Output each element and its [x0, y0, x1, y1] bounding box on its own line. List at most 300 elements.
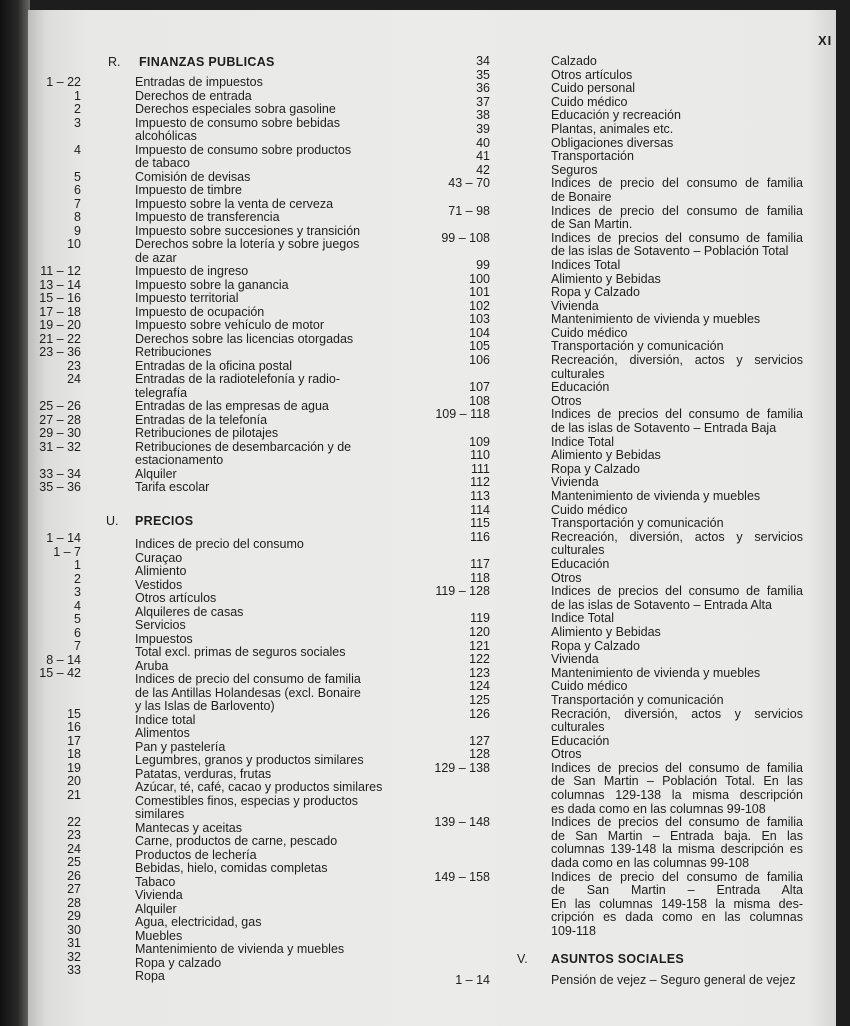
index-entry-continuation	[420, 368, 820, 382]
entry-description: Pensión de vejez – Seguro general de vejez	[551, 973, 796, 987]
document-page	[28, 10, 836, 1026]
entry-description: de las islas de Sotavento – Entrada Alta	[551, 597, 772, 612]
index-entry	[420, 531, 820, 545]
index-entry	[28, 400, 408, 414]
column-number: 37	[476, 94, 490, 109]
index-entry	[420, 381, 820, 395]
index-entry	[28, 612, 418, 632]
index-entry	[420, 137, 820, 151]
column-number: 119 – 128	[435, 584, 490, 599]
column-number: 4	[74, 142, 81, 157]
column-number: 41	[476, 149, 490, 164]
entry-description: Ropa	[135, 969, 165, 983]
entry-description: Bebidas, hielo, comidas completas	[135, 861, 328, 875]
index-entry	[420, 123, 820, 137]
entry-description: Indices Total	[551, 257, 621, 272]
entry-description: columnas 129-138 la misma descripción	[551, 788, 803, 803]
column-number: 100	[469, 271, 490, 286]
column-number: 39	[476, 121, 490, 136]
index-entry	[420, 585, 820, 599]
column-number: 106	[469, 353, 490, 368]
column-number: 16	[67, 720, 81, 734]
index-entry	[420, 816, 820, 830]
entry-description: Educación y recreación	[551, 108, 681, 123]
index-entry	[28, 265, 408, 279]
entry-description: Comisión de devisas	[135, 169, 251, 184]
entry-description: Indices de precios del consumo de familia	[551, 815, 803, 830]
entry-description: culturales	[551, 543, 605, 558]
column-number: 24	[67, 841, 81, 856]
index-entry	[420, 667, 820, 681]
entry-description: Azúcar, té, café, cacao y productos similares	[135, 780, 383, 794]
entry-description: alcohólicas	[135, 129, 197, 143]
index-entry	[28, 531, 418, 551]
index-entry	[420, 300, 820, 314]
column-number: 23 – 36	[39, 345, 81, 359]
book-binding-shadow	[0, 0, 30, 1026]
column-number: 17 – 18	[39, 304, 81, 319]
entry-description: Impuesto de consumo sobre productos	[135, 142, 352, 157]
index-entry	[420, 232, 820, 246]
entry-description: Impuesto sobre la venta de cerveza	[135, 196, 334, 211]
section-u-title: PRECIOS	[135, 514, 194, 528]
index-entry	[28, 319, 408, 333]
index-entry-continuation	[420, 721, 820, 735]
entry-description: Impuesto sobre vehículo de motor	[135, 318, 324, 332]
column-number: 99 – 108	[441, 230, 490, 245]
entry-description: Indices de precio del consumo de familia	[551, 869, 803, 884]
entry-description: Impuesto territorial	[135, 291, 239, 305]
index-entry	[420, 150, 820, 164]
column-number: 124	[469, 679, 490, 694]
column-number: 34	[476, 54, 490, 68]
entry-description: Aruba	[135, 658, 169, 673]
index-entry	[28, 774, 418, 794]
entry-description: Total excl. primas de seguros sociales	[135, 645, 346, 659]
entry-description: Alimiento y Bebidas	[551, 271, 661, 286]
entry-description: Impuesto sobre la ganancia	[135, 277, 289, 292]
page-number: XI	[818, 33, 833, 48]
column-number: 1 – 14	[46, 531, 81, 545]
entry-description: Cuido personal	[551, 81, 636, 96]
section-v-letter: V.	[517, 952, 528, 966]
column-number: 3	[74, 115, 81, 130]
index-entry-continuation	[420, 599, 820, 613]
index-entry	[420, 177, 820, 191]
column-number: 35 – 36	[39, 480, 81, 494]
index-entry-continuation	[420, 857, 820, 871]
index-entry-continuation	[420, 191, 820, 205]
column-number: 128	[469, 747, 490, 762]
index-entry	[420, 69, 820, 83]
column-number: 15	[67, 706, 81, 721]
index-entry	[420, 680, 820, 694]
entry-description: Cuido médico	[551, 325, 628, 340]
index-entry	[28, 720, 418, 740]
entry-description: Servicios	[135, 618, 186, 632]
entry-description: Impuesto de consumo sobre bebidas	[135, 115, 340, 130]
column-number: 29	[67, 909, 81, 923]
entry-description: Entradas de la telefonía	[135, 412, 268, 427]
column-number: 26	[67, 868, 81, 883]
column-number: 102	[469, 298, 490, 313]
column-number: 115	[470, 516, 490, 531]
entry-description: Legumbres, granos y productos similares	[135, 753, 364, 767]
column-number: 1 – 7	[53, 544, 81, 559]
index-entry	[28, 373, 408, 387]
entry-description: Transportación y comunicación	[551, 692, 724, 707]
entry-description: Otros	[551, 747, 582, 762]
entry-description: Alimiento	[135, 564, 187, 578]
index-entry	[28, 346, 408, 360]
index-entry	[420, 273, 820, 287]
column-number: 118	[470, 570, 490, 585]
column-number: 103	[469, 312, 490, 327]
index-entry	[420, 612, 820, 626]
column-number: 3	[74, 585, 81, 599]
column-number: 15 – 16	[39, 291, 81, 305]
column-number: 1 – 22	[46, 75, 81, 89]
entry-description: Indices de precio del consumo	[135, 537, 304, 551]
entry-description: Curaçao	[135, 550, 183, 565]
entry-description: de las islas de Sotavento – Población Total	[551, 244, 789, 259]
entry-description: Alimiento y Bebidas	[551, 448, 661, 463]
column-number: 129 – 138	[434, 760, 490, 775]
column-number: 113	[470, 489, 490, 503]
index-entry-continuation	[420, 925, 820, 939]
entry-description: Alimentos	[135, 726, 190, 740]
entry-description: Mantenimiento de vivienda y muebles	[551, 665, 761, 680]
index-entry-continuation	[420, 422, 820, 436]
entry-description: Otros artículos	[551, 67, 633, 82]
entry-description: Vivienda	[551, 298, 599, 313]
index-entry-continuation	[420, 843, 820, 857]
column-number: 71 – 98	[448, 203, 490, 218]
index-entry-continuation	[28, 252, 408, 266]
index-entry	[28, 441, 408, 455]
index-entry	[28, 481, 408, 495]
index-entry	[420, 327, 820, 341]
column-number: 117	[470, 556, 490, 571]
column-number: 6	[74, 625, 81, 640]
column-number: 99	[476, 257, 490, 272]
column-number: 7	[74, 196, 81, 211]
index-entry-continuation	[420, 789, 820, 803]
column-number: 19 – 20	[39, 318, 81, 332]
index-entry	[420, 164, 820, 178]
index-entry	[28, 333, 408, 347]
column-number: 108	[469, 393, 490, 408]
index-entry	[28, 292, 408, 306]
entry-description: Entradas de la oficina postal	[135, 358, 293, 373]
index-entry-continuation	[420, 775, 820, 789]
index-entry-continuation	[420, 830, 820, 844]
entry-description: Muebles	[135, 928, 183, 943]
entry-description: Entradas de la radiotelefonía y radio-	[135, 372, 340, 386]
column-number: 109 – 118	[435, 407, 490, 422]
entry-description: de tabaco	[135, 156, 190, 170]
index-entry	[420, 871, 820, 885]
index-entry	[420, 96, 820, 110]
entry-description: de San Martin.	[551, 217, 633, 232]
entry-description: Calzado	[551, 54, 597, 68]
column-number: 21 – 22	[39, 331, 81, 346]
index-entry-continuation	[28, 681, 418, 700]
entry-description: Vivienda	[551, 475, 599, 490]
column-number: 11 – 12	[40, 264, 81, 278]
entry-description: de San Martin – Entrada baja. En las	[551, 828, 803, 843]
entry-description: En las columnas 149-158 la misma des-	[551, 896, 803, 911]
index-entry	[420, 653, 820, 667]
entry-description: Cuido médico	[551, 94, 628, 109]
entry-description: Impuestos	[135, 631, 193, 646]
section-v-list	[420, 974, 820, 988]
entry-description: Plantas, animales etc.	[551, 121, 674, 136]
column-number: 139 – 148	[434, 815, 490, 830]
index-entry	[420, 974, 820, 988]
column-number: 107	[469, 380, 490, 395]
index-entry	[420, 640, 820, 654]
entry-description: Mantecas y aceitas	[135, 820, 242, 835]
entry-description: Comestibles finos, especias y productos	[135, 793, 359, 808]
entry-description: Indices de precios del consumo de familia	[551, 760, 803, 775]
index-entry	[28, 585, 418, 605]
index-entry	[420, 109, 820, 123]
entry-description: de las islas de Sotavento – Entrada Baja	[551, 421, 777, 436]
entry-description: Retribuciones de pilotajes	[135, 426, 279, 440]
section-u-letter: U.	[106, 514, 119, 528]
column-number: 112	[470, 475, 490, 490]
column-number: 116	[470, 529, 490, 544]
entry-description: de azar	[135, 250, 177, 265]
index-entry	[28, 103, 408, 117]
entry-description: Carne, productos de carne, pescado	[135, 834, 338, 848]
index-entry-continuation	[28, 802, 418, 821]
entry-description: Mantenimiento de vivienda y muebles	[551, 312, 761, 327]
entry-description: Indices de precios del consumo de familia	[551, 584, 803, 599]
column-number: 5	[74, 169, 81, 184]
index-entry	[420, 259, 820, 273]
entry-description: Seguros	[551, 162, 598, 177]
index-entry	[420, 55, 820, 69]
column-number: 22	[67, 814, 81, 829]
column-number: 127	[469, 733, 490, 748]
section-r-title: FINANZAS PUBLICAS	[139, 55, 275, 69]
entry-description: Indices de precio del consumo de familia	[551, 176, 803, 191]
column-number: 126	[469, 706, 490, 721]
column-number: 1 – 14	[455, 973, 490, 987]
column-number: 17	[67, 733, 81, 748]
index-entry	[28, 468, 408, 482]
entry-description: Agua, electricidad, gas	[135, 915, 262, 929]
entry-description: Impuesto sobre succesiones y transición	[135, 223, 361, 238]
entry-description: de San Martin – Población Total. En las	[551, 774, 803, 789]
column-number: 42	[476, 162, 490, 177]
section-u-continued-list	[420, 55, 820, 939]
index-entry-continuation	[420, 884, 820, 898]
column-number: 23	[67, 828, 81, 842]
column-number: 8	[74, 210, 81, 224]
column-number: 20	[67, 774, 81, 788]
entry-description: Transportación y comunicación	[551, 516, 724, 531]
index-entry	[420, 762, 820, 776]
entry-description: Impuesto de ocupación	[135, 304, 265, 319]
column-number: 25	[67, 855, 81, 869]
column-number: 121	[469, 638, 490, 653]
index-entry	[28, 639, 418, 659]
column-number: 18	[67, 747, 81, 761]
entry-description: Indice Total	[551, 611, 615, 626]
entry-description: Alimiento y Bebidas	[551, 624, 661, 639]
column-number: 105	[469, 339, 490, 354]
column-number: 36	[476, 81, 490, 96]
index-entry	[420, 708, 820, 722]
index-entry	[28, 828, 418, 848]
index-entry	[420, 313, 820, 327]
entry-description: Mantenimiento de vivienda y muebles	[135, 942, 345, 956]
index-entry	[28, 225, 408, 239]
column-number: 35	[476, 67, 490, 82]
index-entry	[420, 476, 820, 490]
column-number: 7	[74, 639, 81, 653]
entry-description: Productos de lechería	[135, 847, 257, 862]
column-number: 31	[67, 936, 81, 950]
entry-description: de las Antillas Holandesas (excl. Bonaire	[135, 685, 361, 700]
column-number: 24	[67, 372, 81, 386]
index-entry	[28, 558, 418, 578]
index-entry	[420, 626, 820, 640]
index-entry	[28, 909, 418, 929]
entry-description: dada como en las columnas 99-108	[551, 856, 750, 871]
column-number: 27 – 28	[39, 412, 81, 427]
entry-description: Alquiler	[135, 466, 177, 481]
column-number: 2	[74, 102, 81, 116]
entry-description: Alquileres de casas	[135, 604, 244, 619]
index-entry-continuation	[420, 803, 820, 817]
entry-description: Derechos de entrada	[135, 88, 252, 103]
entry-description: Educación	[551, 380, 610, 395]
index-entry-continuation	[420, 245, 820, 259]
index-entry	[28, 211, 408, 225]
entry-description: Impuesto de transferencia	[135, 210, 280, 224]
column-number: 33 – 34	[39, 466, 81, 481]
entry-description: Vestidos	[135, 577, 183, 592]
entry-description: Impuesto de timbre	[135, 183, 242, 197]
column-number: 123	[469, 665, 490, 680]
column-number: 40	[476, 135, 490, 150]
section-r-list	[28, 76, 408, 495]
entry-description: Ropa y calzado	[135, 955, 222, 970]
entry-description: Indices de precio del consumo de familia	[551, 203, 803, 218]
index-entry-continuation	[28, 694, 418, 713]
index-entry	[420, 286, 820, 300]
column-number: 6	[74, 183, 81, 197]
index-entry	[420, 408, 820, 422]
column-number: 13 – 14	[39, 277, 81, 292]
entry-description: Ropa y Calzado	[551, 285, 640, 300]
index-entry	[420, 517, 820, 531]
column-number: 120	[469, 624, 490, 639]
index-entry	[28, 90, 408, 104]
index-entry	[28, 747, 418, 767]
index-entry	[28, 279, 408, 293]
column-number: 30	[67, 922, 81, 937]
entry-description: Retribuciones de desembarcación y de	[135, 439, 352, 454]
index-entry	[28, 144, 408, 158]
entry-description: Derechos sobre la lotería y sobre juegos	[135, 237, 360, 251]
entry-description: columnas 139-148 la misma descripción es	[551, 842, 803, 857]
entry-description: Pan y pastelería	[135, 739, 226, 754]
entry-description: Mantenimiento de vivienda y muebles	[551, 489, 761, 503]
index-entry	[420, 490, 820, 504]
entry-description: Indice Total	[551, 434, 615, 449]
entry-description: Derechos sobre las licencias otorgadas	[135, 331, 354, 346]
entry-description: telegrafía	[135, 385, 188, 400]
column-number: 33	[67, 963, 81, 977]
index-entry-continuation	[420, 911, 820, 925]
index-entry	[420, 436, 820, 450]
index-entry	[28, 306, 408, 320]
entry-description: Cuido médico	[551, 502, 628, 517]
index-entry	[420, 694, 820, 708]
entry-description: Indices de precios del consumo de familia	[551, 230, 803, 245]
entry-description: Derechos especiales sobra gasoline	[135, 102, 336, 116]
column-number: 23	[67, 358, 81, 373]
section-v-title: ASUNTOS SOCIALES	[551, 952, 685, 966]
entry-description: Recreación, diversión, actos y servicios	[551, 353, 803, 368]
index-entry	[420, 735, 820, 749]
entry-description: Cuido médico	[551, 679, 628, 694]
index-entry	[420, 558, 820, 572]
column-number: 104	[469, 325, 490, 340]
entry-description: Ropa y Calzado	[551, 461, 640, 476]
index-entry	[28, 963, 418, 983]
entry-description: Impuesto de ingreso	[135, 264, 249, 278]
entry-description: Entradas de las empresas de agua	[135, 399, 329, 413]
entry-description: Retribuciones	[135, 345, 212, 359]
section-u-list	[28, 531, 418, 983]
entry-description: Patatas, verduras, frutas	[135, 766, 272, 781]
index-entry-continuation	[28, 130, 408, 144]
entry-description: Otros	[551, 393, 582, 408]
entry-description: y las Islas de Barlovento)	[135, 699, 275, 713]
index-entry	[28, 427, 408, 441]
index-entry	[420, 395, 820, 409]
column-number: 25 – 26	[39, 399, 81, 413]
entry-description: 109-118	[551, 924, 596, 938]
index-entry	[28, 171, 408, 185]
column-number: 38	[476, 108, 490, 123]
index-entry	[28, 198, 408, 212]
entry-description: Tarifa escolar	[135, 480, 210, 494]
entry-description: Recreación, diversión, actos y servicios	[551, 529, 803, 544]
column-number: 125	[469, 692, 490, 707]
index-entry	[420, 463, 820, 477]
column-number: 149 – 158	[434, 869, 490, 884]
entry-description: Otros artículos	[135, 591, 217, 605]
entry-description: Alquiler	[135, 901, 177, 916]
index-entry-continuation	[420, 898, 820, 912]
column-number: 19	[67, 760, 81, 775]
column-number: 32	[67, 949, 81, 964]
index-entry	[28, 184, 408, 198]
index-entry	[28, 666, 418, 686]
column-number: 21	[67, 787, 81, 802]
index-entry	[28, 414, 408, 428]
entry-description: Recración, diversión, actos y servicios	[551, 706, 803, 721]
column-number: 4	[74, 598, 81, 613]
column-number: 110	[470, 448, 490, 463]
